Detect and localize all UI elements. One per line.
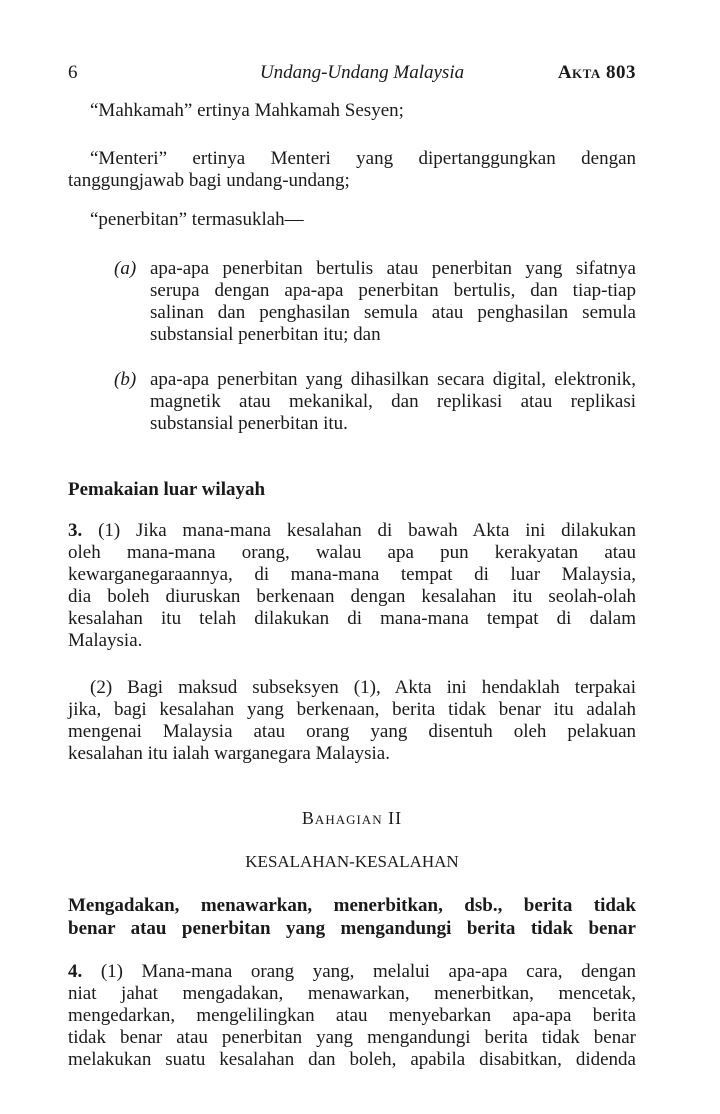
section-3-paragraph-2 [68, 677, 636, 765]
section-4-line-2: niat jahat mengadakan, menawarkan, menerbitkan, mencetak, [68, 983, 636, 1004]
item-b-line-2: magnetik atau mekanikal, dan replikasi atau replikasi [150, 391, 636, 412]
section-3-number: 3. [68, 520, 83, 541]
section-3-p1-line-3: kewarganegaraannya, di mana-mana tempat di luar Malaysia, [68, 564, 636, 585]
section-3-p1-line-1-text: (1) Jika mana-mana kesalahan di bawah Akta ini dilakukan [98, 520, 637, 541]
definition-mahkamah: “Mahkamah” ertinya Mahkamah Sesyen; [90, 100, 404, 121]
part-heading: Bahagian II [301, 808, 403, 828]
section-3-paragraph-1 [68, 520, 636, 652]
section-3-p2-line-3: mengenai Malaysia atau orang yang disentuh oleh pelakuan [68, 721, 636, 742]
part-title: KESALAHAN-KESALAHAN [245, 852, 459, 871]
section-3-p1-line-1 [68, 520, 636, 542]
definition-item-a [68, 258, 636, 348]
item-label-a: (a) [114, 258, 137, 279]
definition-menteri-line-1: “Menteri” ertinya Menteri yang dipertanggungkan dengan [90, 148, 636, 169]
section-4-line-1-text: (1) Mana-mana orang yang, melalui apa-apa cara, dengan [100, 961, 636, 982]
section-4-line-3: mengedarkan, mengelilingkan atau menyebarkan apa-apa berita [68, 1005, 636, 1026]
section-4-heading [68, 894, 636, 940]
item-b-line-3: substansial penerbitan itu. [150, 413, 348, 434]
item-a-line-4: substansial penerbitan itu; dan [150, 324, 381, 345]
item-label-b: (b) [114, 369, 137, 390]
act-number: Akta 803 [557, 62, 636, 83]
section-4-number: 4. [68, 961, 83, 982]
section-4-heading-line-1: Mengadakan, menawarkan, menerbitkan, dsb., berita tidak [68, 895, 636, 916]
section-4-paragraph-1 [68, 961, 636, 1071]
item-b-line-1: apa-apa penerbitan yang dihasilkan secara digital, elektronik, [150, 369, 636, 390]
definition-penerbitan: “penerbitan” termasuklah— [90, 209, 304, 230]
section-3-p2-line-1: (2) Bagi maksud subseksyen (1), Akta ini hendaklah terpakai [90, 677, 636, 698]
section-3-p1-line-4: dia boleh diuruskan berkenaan dengan kesalahan itu seolah-olah [68, 586, 636, 607]
section-4-line-5: melakukan suatu kesalahan dan boleh, apabila disabitkan, didenda [68, 1049, 636, 1070]
section-3-p2-line-4: kesalahan itu ialah warganegara Malaysia. [68, 743, 390, 764]
running-title: Undang-Undang Malaysia [259, 62, 465, 83]
section-3-heading: Pemakaian luar wilayah [68, 479, 266, 500]
section-3-p1-line-2: oleh mana-mana orang, walau apa pun kerakyatan atau [68, 542, 636, 563]
section-4-line-1 [68, 961, 636, 983]
definition-item-b [68, 369, 636, 437]
item-text-a [150, 258, 636, 346]
section-3-p2-line-2: jika, bagi kesalahan yang berkenaan, berita tidak benar itu adalah [68, 699, 636, 720]
page-header [68, 62, 636, 90]
item-a-line-2: serupa dengan apa-apa penerbitan bertulis, dan tiap-tiap [150, 280, 636, 301]
item-a-line-3: salinan dan penghasilan semula atau penghasilan semula [150, 302, 636, 323]
definition-menteri-line-2: tanggungjawab bagi undang-undang; [68, 170, 350, 191]
definition-menteri [68, 148, 636, 192]
section-4-heading-line-2: benar atau penerbitan yang mengandungi berita tidak benar [68, 918, 636, 939]
item-text-b [150, 369, 636, 435]
section-3-p1-line-6: Malaysia. [68, 630, 143, 651]
section-4-line-4: tidak benar atau penerbitan yang mengandungi berita tidak benar [68, 1027, 636, 1048]
item-a-line-1: apa-apa penerbitan bertulis atau penerbitan yang sifatnya [150, 258, 636, 279]
page-number: 6 [68, 62, 78, 83]
section-3-p1-line-5: kesalahan itu telah dilakukan di mana-mana tempat di dalam [68, 608, 636, 629]
